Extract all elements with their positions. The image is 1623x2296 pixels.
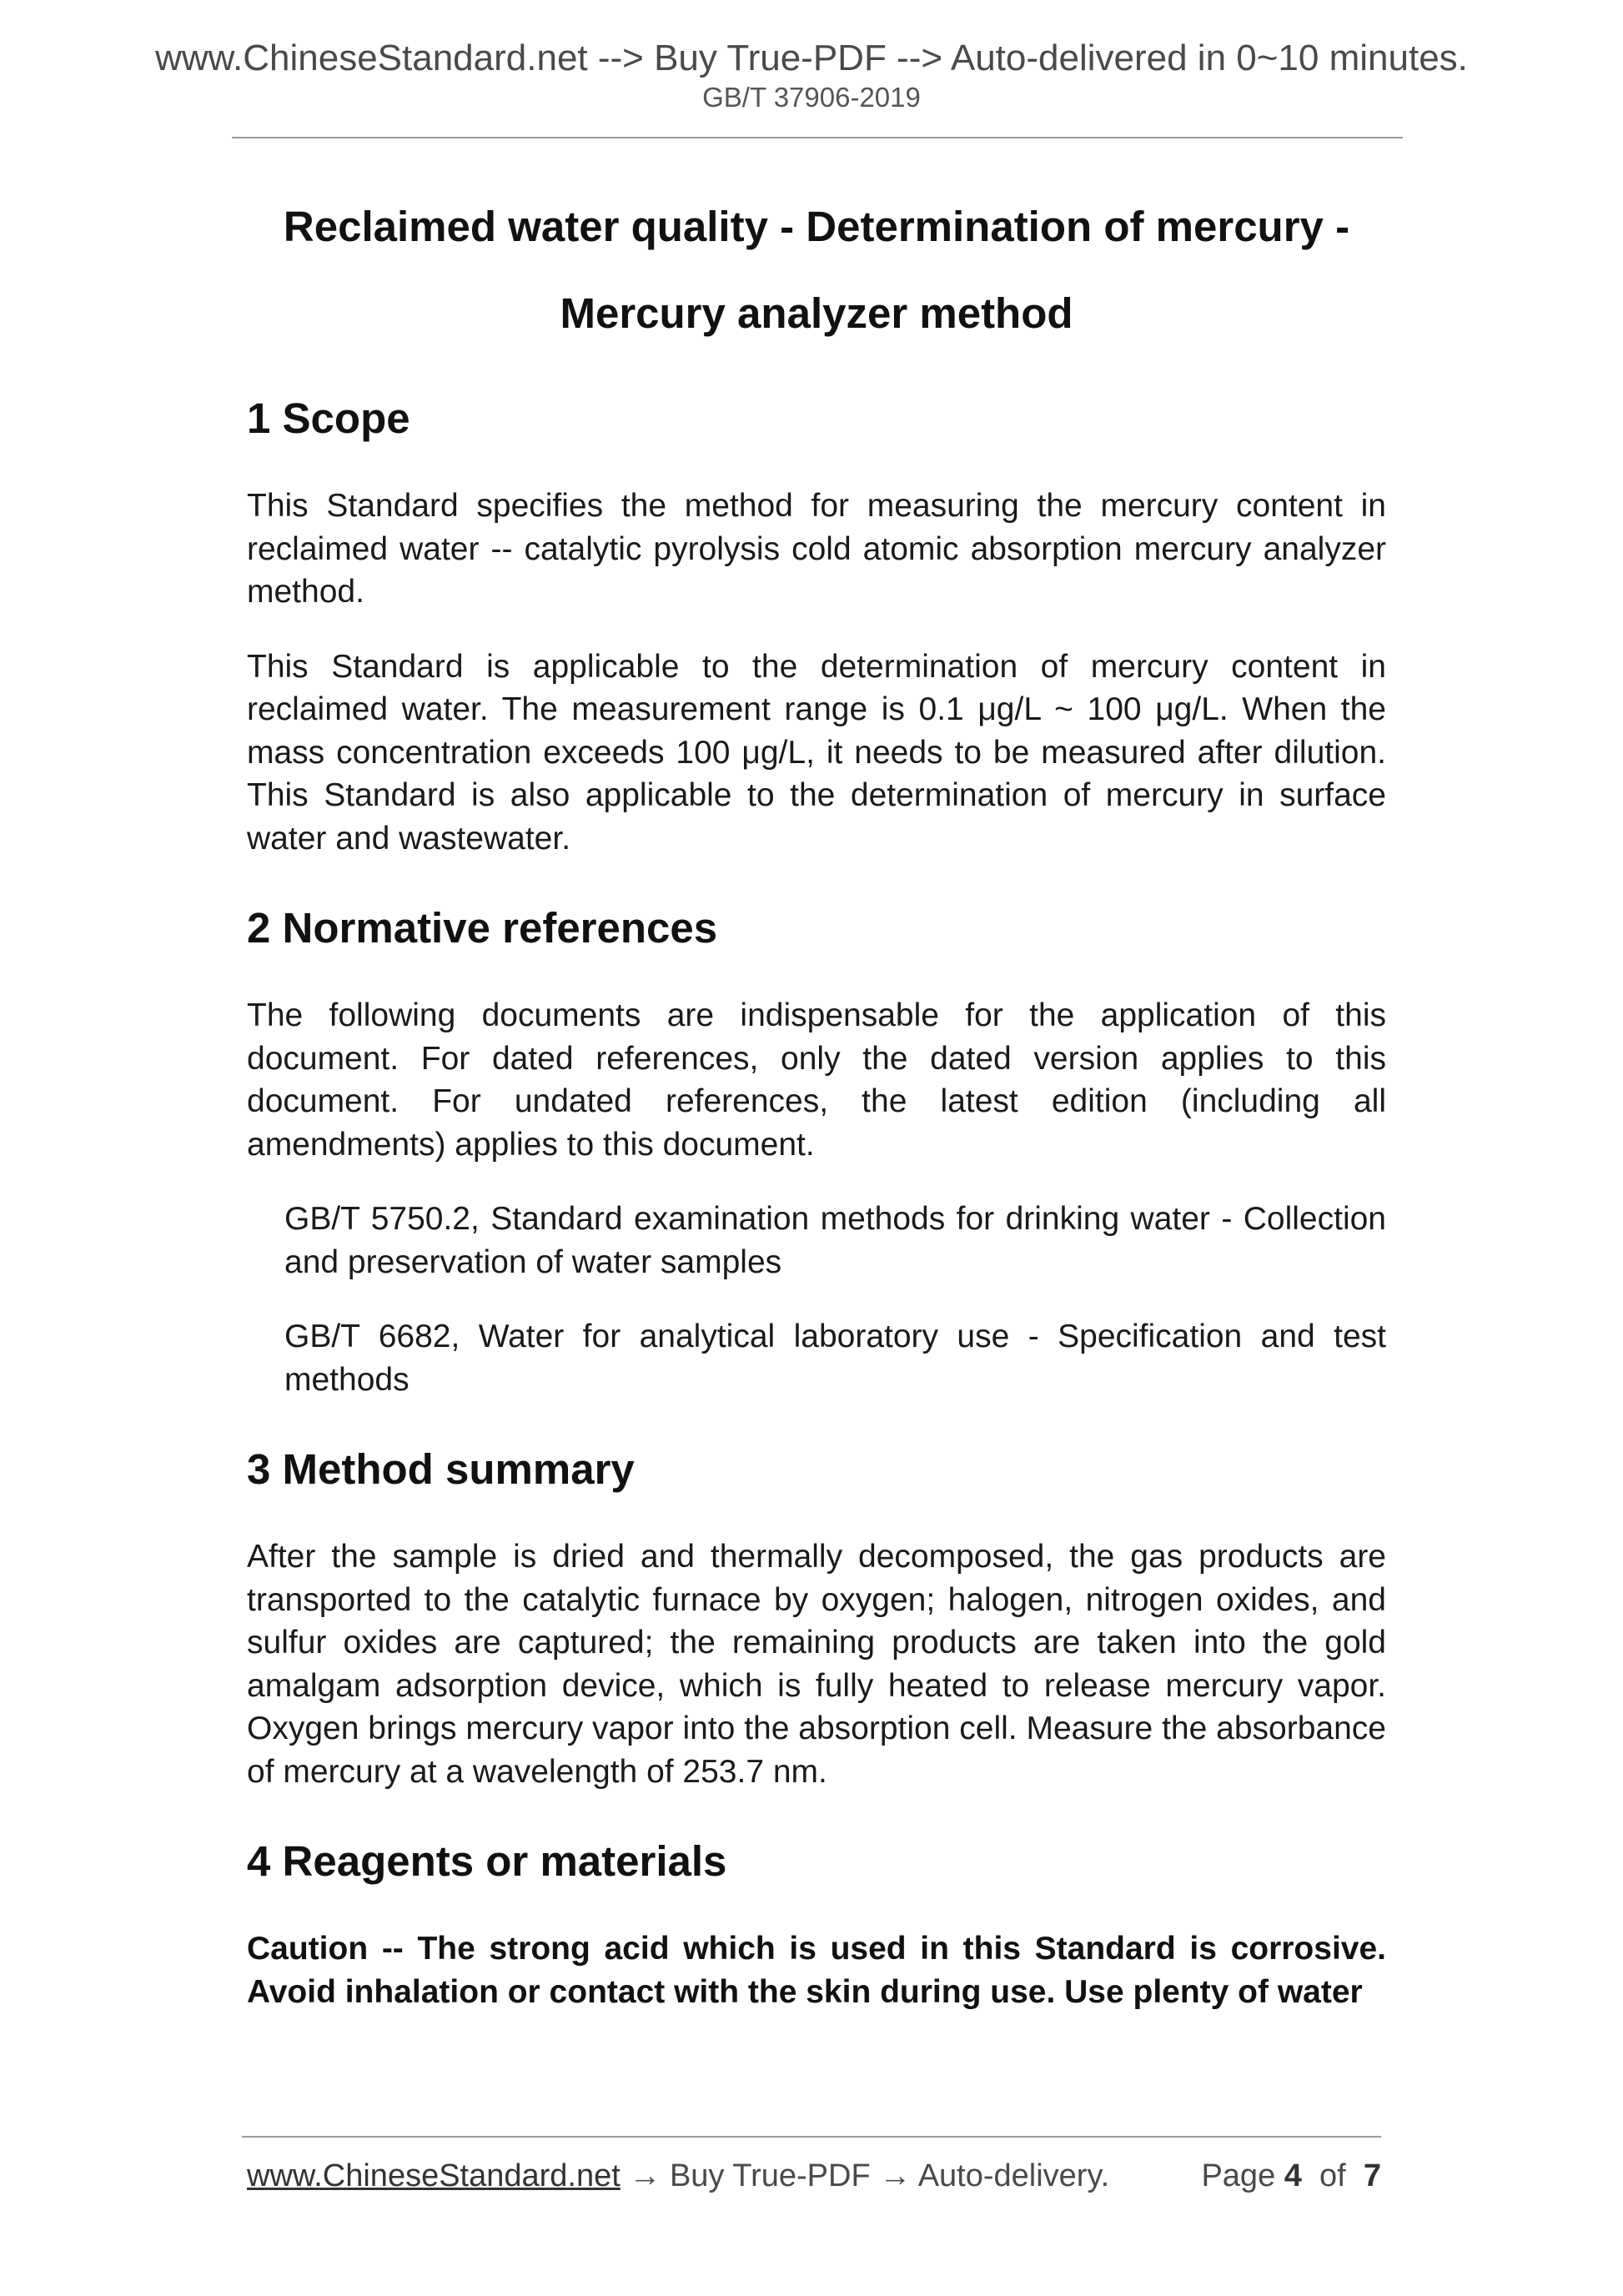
site-banner: www.ChineseStandard.net --> Buy True-PDF --> Auto-delivered in 0~10 minutes. <box>155 38 1468 78</box>
reference-item-gbt-5750-2: GB/T 5750.2, Standard examination methods for drinking water - Collection and preservation of water samples <box>284 1201 1386 1280</box>
normative-paragraph: The following documents are indispensable for the application of this document. For dated references, only the dated version applies to this document. For undated references, the latest edition (including all amendments) applies to this document. <box>247 997 1386 1163</box>
document-title-line-1: Reclaimed water quality - Determination of mercury - <box>283 203 1350 250</box>
document-title <box>247 183 1386 357</box>
method-summary-paragraph: After the sample is dried and thermally decomposed, the gas products are transported to the catalytic furnace by oxygen; halogen, nitrogen oxides, and sulfur oxides are captured; the remaining products are taken into the gold amalgam adsorption device, which is fully heated to release mercury vapor. Oxygen brings mercury vapor into the absorption cell. Measure the absorbance of mercury at a wavelength of 253.7 nm. <box>247 1539 1386 1790</box>
page-total: 7 <box>1363 2158 1381 2193</box>
footer-promo <box>247 2158 1109 2194</box>
section-heading-scope: 1 Scope <box>247 394 410 442</box>
footer-divider <box>242 2136 1381 2138</box>
page-label: Page <box>1201 2158 1276 2193</box>
reference-item-gbt-6682: GB/T 6682, Water for analytical laboratory use - Specification and test methods <box>284 1319 1386 1398</box>
header-divider <box>232 137 1403 138</box>
scope-paragraph-1: This Standard specifies the method for measuring the mercury content in reclaimed water -- catalytic pyrolysis cold atomic absorption mercury analyzer method. <box>247 488 1386 610</box>
caution-paragraph: Caution -- The strong acid which is used in this Standard is corrosive. Avoid inhalation or contact with the skin during use. Use plenty of water <box>247 1931 1386 2010</box>
standard-code: GB/T 37906-2019 <box>702 82 921 113</box>
document-title-line-2: Mercury analyzer method <box>560 289 1073 337</box>
footer-site-link[interactable]: www.ChineseStandard.net <box>247 2158 621 2193</box>
page-number <box>1201 2158 1381 2194</box>
section-heading-method-summary: 3 Method summary <box>247 1445 635 1493</box>
scope-paragraph-2: This Standard is applicable to the determination of mercury content in reclaimed water. The measurement range is 0.1 μg/L ~ 100 μg/L. When the mass concentration exceeds 100 μg/L, it needs to be measured after dilution. This Standard is also applicable to the determination of mercury in surface water and wastewater. <box>247 648 1386 857</box>
document-body <box>247 183 1386 2013</box>
footer-tagline: → Buy True-PDF → Auto-delivery. <box>620 2158 1110 2193</box>
page-of: of <box>1319 2158 1346 2193</box>
section-heading-normative-references: 2 Normative references <box>247 904 718 952</box>
section-heading-reagents: 4 Reagents or materials <box>247 1837 727 1885</box>
page-current: 4 <box>1284 2158 1302 2193</box>
